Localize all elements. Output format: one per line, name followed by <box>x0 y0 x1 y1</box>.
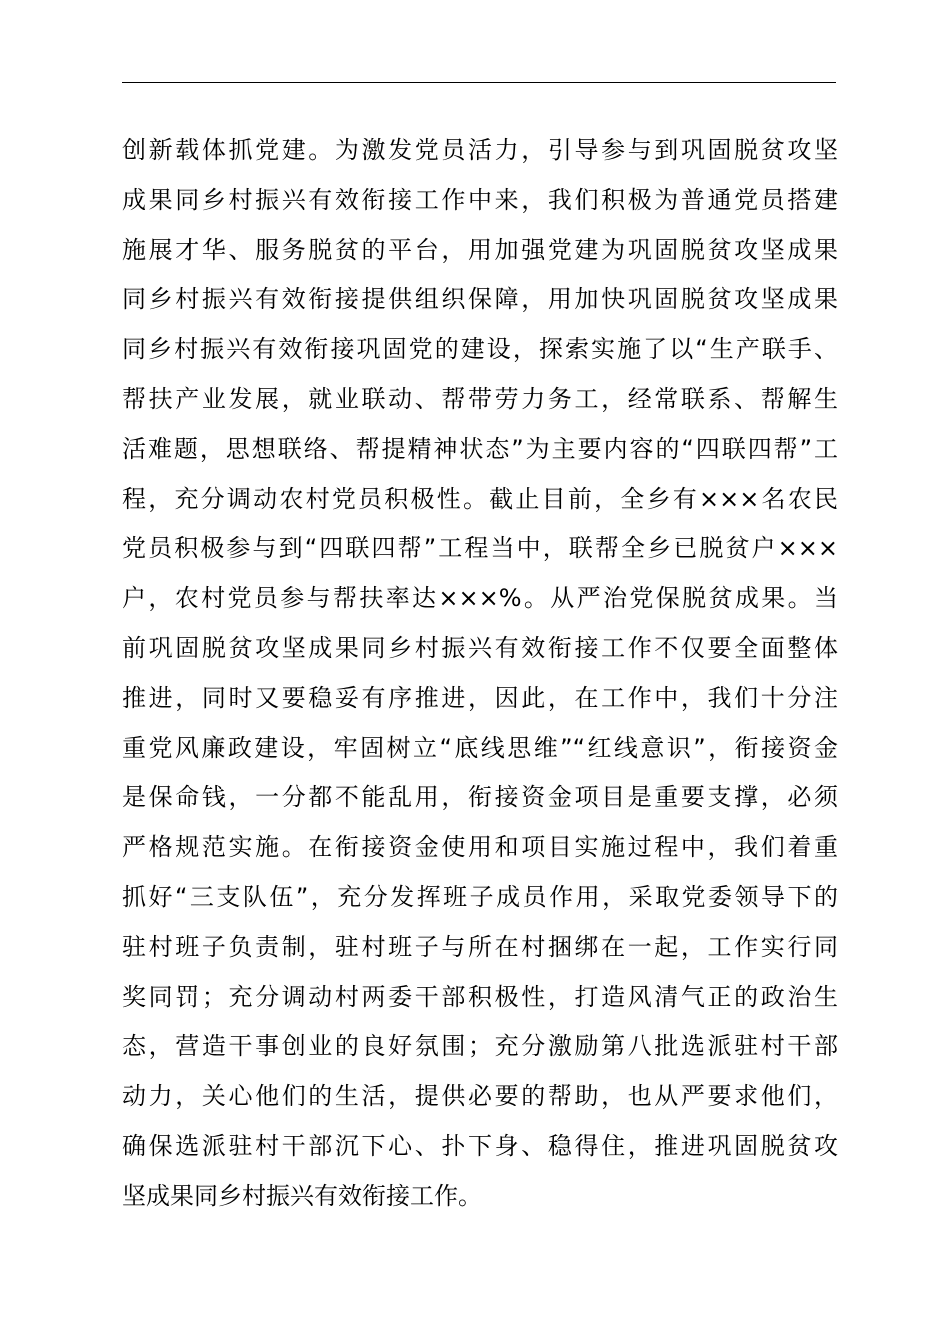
text-line: 创新载体抓党建。为激发党员活力，引导参与到巩固脱贫攻坚 <box>122 136 838 164</box>
text-line: 确保选派驻村干部沉下心、扑下身、稳得住，推进巩固脱贫攻 <box>122 1131 838 1160</box>
text-line: 同乡村振兴有效衔接提供组织保障，用加快巩固脱贫攻坚成果 <box>122 285 838 314</box>
text-line: 前巩固脱贫攻坚成果同乡村振兴有效衔接工作不仅要全面整体 <box>122 633 838 662</box>
text-line: 同乡村振兴有效衔接巩固党的建设，探索实施了以“生产联手、 <box>122 335 838 364</box>
text-line: 活难题，思想联络、帮提精神状态”为主要内容的“四联四帮”工 <box>122 434 838 463</box>
body-paragraph <box>122 126 838 1222</box>
text-line: 施展才华、服务脱贫的平台，用加强党建为巩固脱贫攻坚成果 <box>122 235 838 264</box>
text-line: 成果同乡村振兴有效衔接工作中来，我们积极为普通党员搭建 <box>122 185 838 214</box>
text-line: 驻村班子负责制，驻村班子与所在村捆绑在一起，工作实行同 <box>122 932 838 961</box>
text-line: 抓好“三支队伍”，充分发挥班子成员作用，采取党委领导下的 <box>122 882 838 911</box>
text-line: 坚成果同乡村振兴有效衔接工作。 <box>122 1181 482 1210</box>
text-line: 是保命钱，一分都不能乱用，衔接资金项目是重要支撑，必须 <box>122 783 838 812</box>
header-rule <box>122 82 836 83</box>
text-line: 严格规范实施。在衔接资金使用和项目实施过程中，我们着重 <box>122 833 838 862</box>
text-line: 户，农村党员参与帮扶率达×××%。从严治党保脱贫成果。当 <box>122 584 838 613</box>
text-line: 重党风廉政建设，牢固树立“底线思维”“红线意识”，衔接资金 <box>122 733 838 762</box>
text-line: 态，营造干事创业的良好氛围；充分激励第八批选派驻村干部 <box>122 1032 838 1061</box>
text-line: 党员积极参与到“四联四帮”工程当中，联帮全乡已脱贫户××× <box>122 534 838 563</box>
text-line: 程，充分调动农村党员积极性。截止目前，全乡有×××名农民 <box>122 484 838 513</box>
text-line: 帮扶产业发展，就业联动、帮带劳力务工，经常联系、帮解生 <box>122 384 838 413</box>
text-line: 奖同罚；充分调动村两委干部积极性，打造风清气正的政治生 <box>122 982 838 1011</box>
text-line: 动力，关心他们的生活，提供必要的帮助，也从严要求他们， <box>122 1082 838 1111</box>
text-line: 推进，同时又要稳妥有序推进，因此，在工作中，我们十分注 <box>122 683 838 712</box>
